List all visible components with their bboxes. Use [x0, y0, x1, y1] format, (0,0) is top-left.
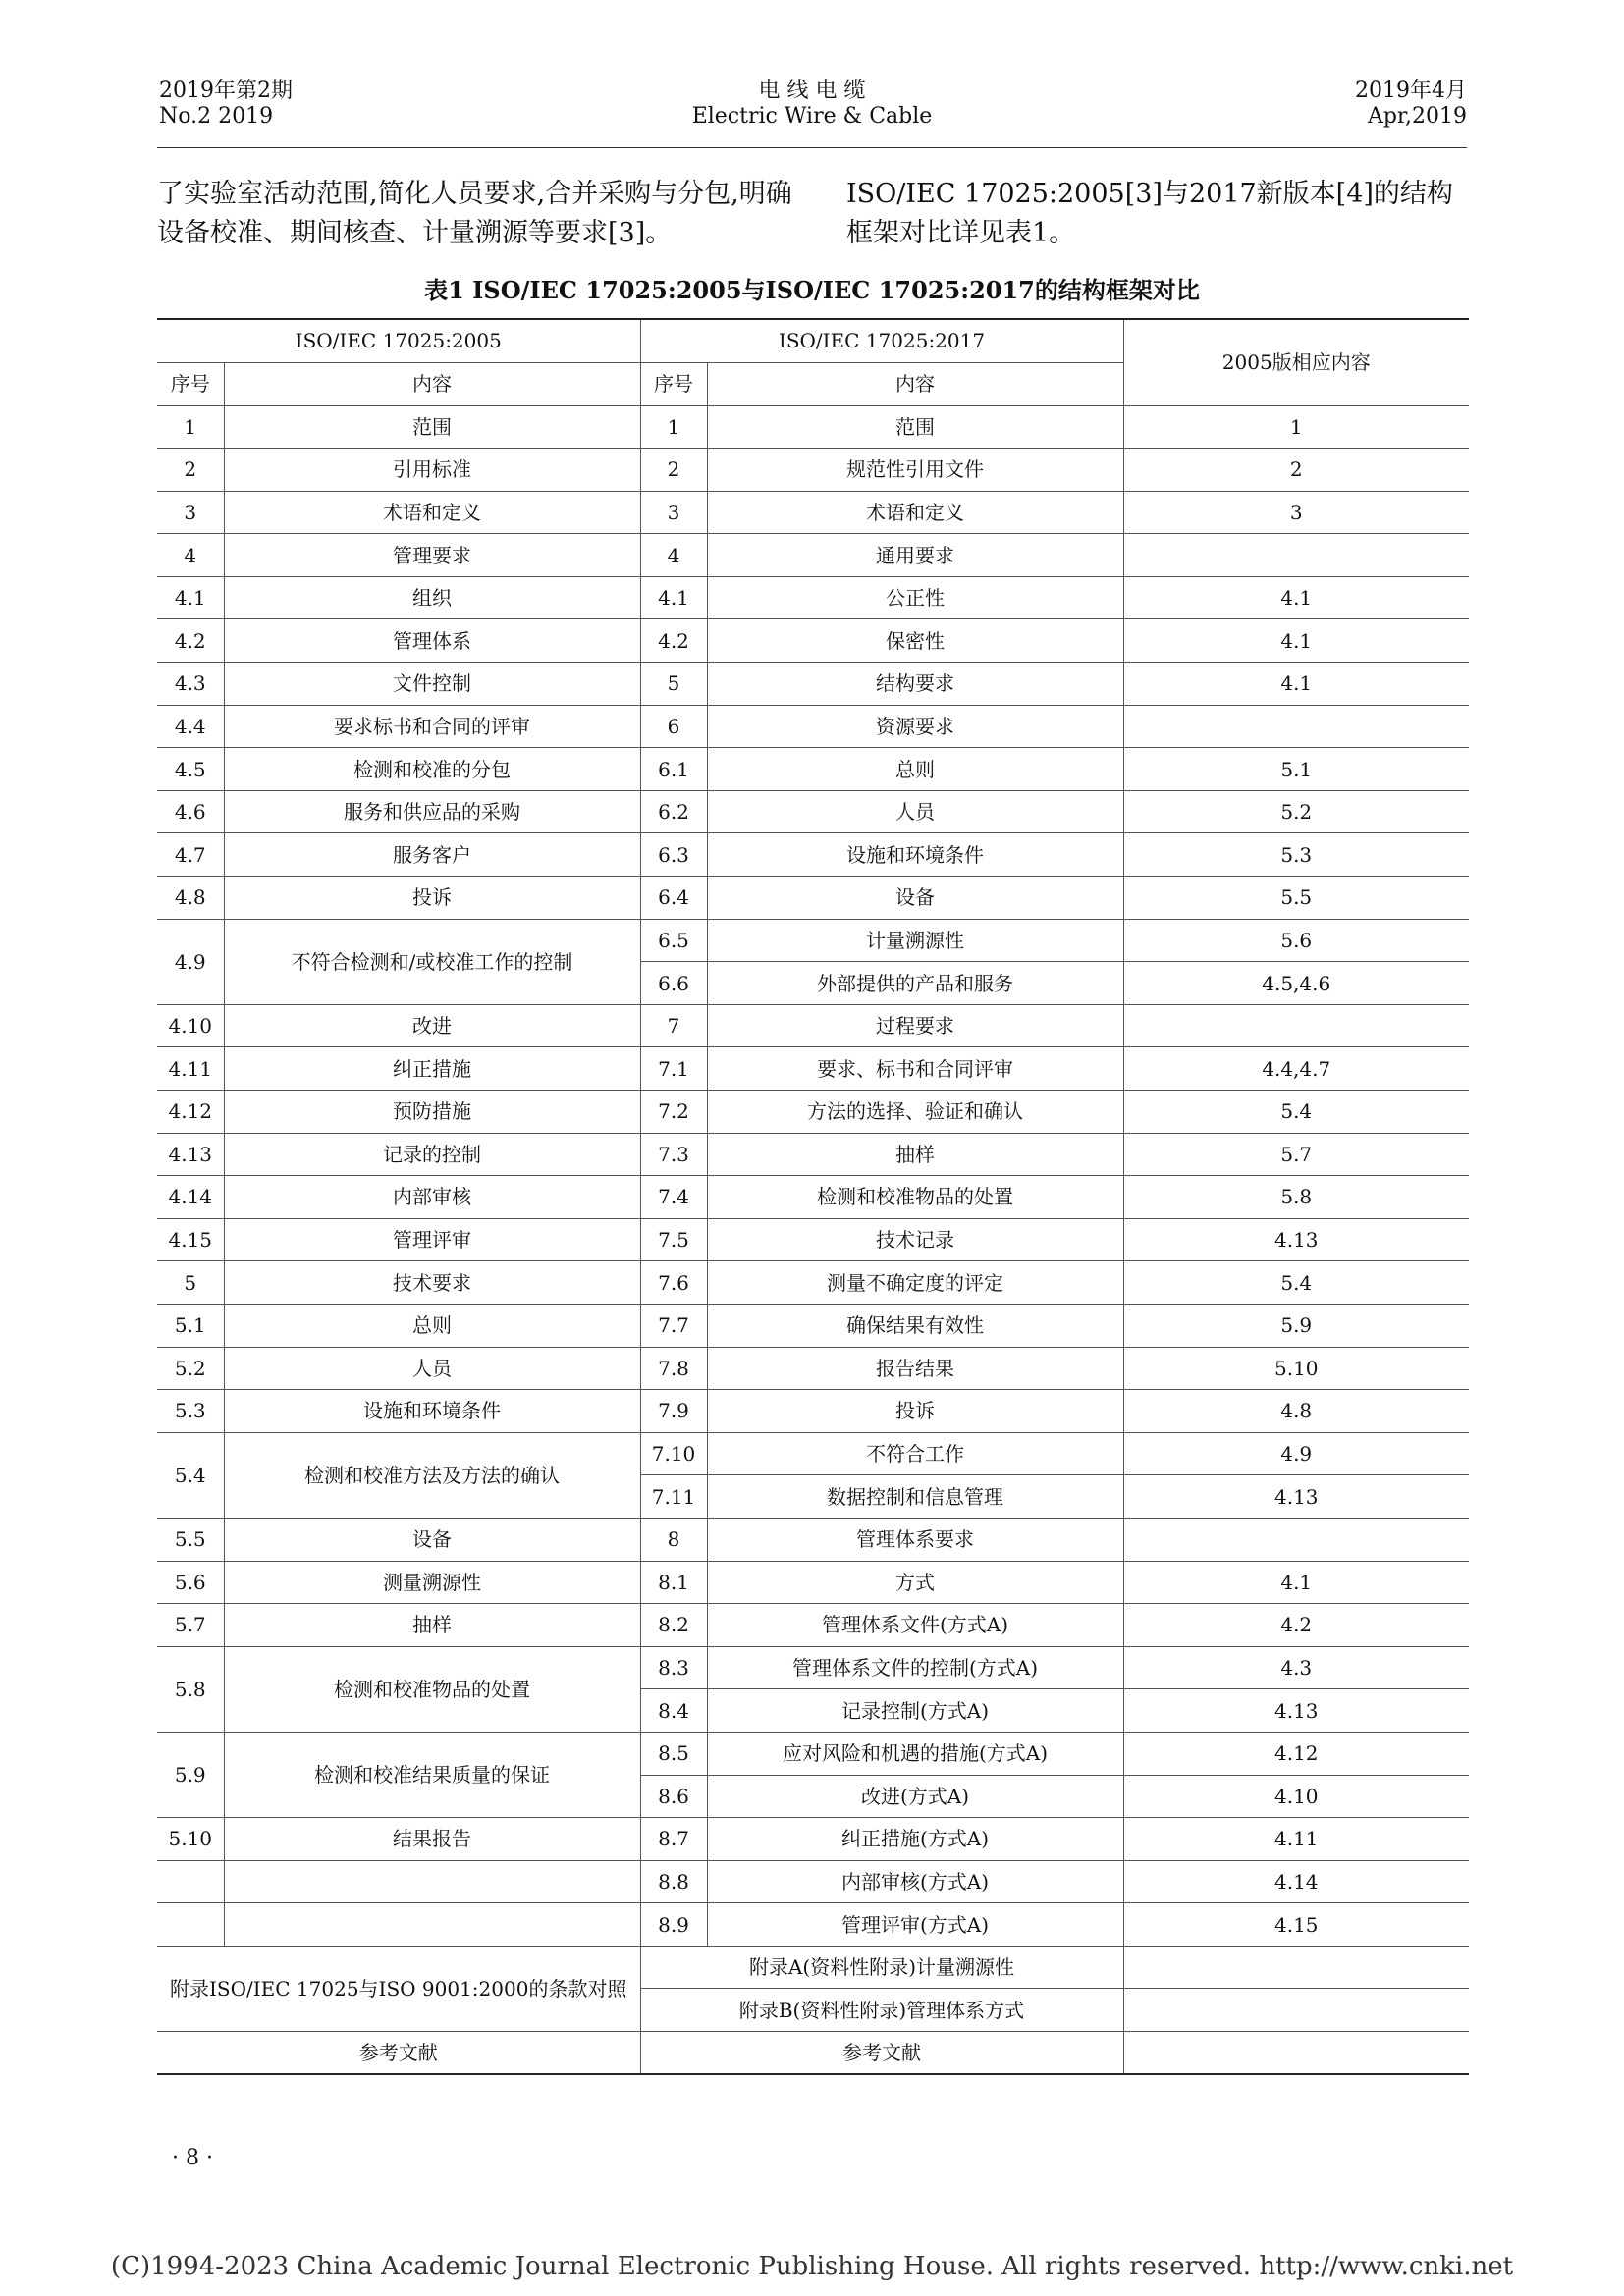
no-2005-cell: 4.11 [157, 1047, 224, 1091]
no-2017-cell: 4 [640, 534, 707, 577]
no-2017-cell: 8.1 [640, 1561, 707, 1604]
table-row [157, 576, 1469, 619]
content-2005-cell: 管理评审 [224, 1218, 640, 1261]
no-2005-cell: 4.2 [157, 619, 224, 663]
no-2005-cell: 5.7 [157, 1604, 224, 1647]
table-row [157, 1004, 1469, 1047]
no-2005-cell [157, 1903, 224, 1947]
corresponding-cell: 5.6 [1123, 919, 1469, 962]
content-2017-cell: 要求、标书和合同评审 [707, 1047, 1123, 1091]
content-2005-cell: 检测和校准物品的处置 [224, 1646, 640, 1732]
content-2017-cell: 投诉 [707, 1390, 1123, 1433]
no-2017-cell: 2 [640, 449, 707, 492]
content-2005-cell: 测量溯源性 [224, 1561, 640, 1604]
col-corresponding: 2005版相应内容 [1123, 319, 1469, 405]
corresponding-cell: 4.11 [1123, 1818, 1469, 1861]
corresponding-cell: 2 [1123, 449, 1469, 492]
no-2005-cell: 4.6 [157, 790, 224, 833]
content-2005-cell: 服务客户 [224, 833, 640, 877]
no-2017-cell: 4.1 [640, 576, 707, 619]
content-2017-cell: 应对风险和机遇的措施(方式A) [707, 1732, 1123, 1775]
content-2017-cell: 过程要求 [707, 1004, 1123, 1047]
content-2005-cell: 引用标准 [224, 449, 640, 492]
no-2017-cell: 8.9 [640, 1903, 707, 1947]
content-2005-cell: 管理要求 [224, 534, 640, 577]
content-2005-cell: 范围 [224, 405, 640, 449]
no-2005-cell: 4.1 [157, 576, 224, 619]
table-row [157, 1432, 1469, 1475]
table-row [157, 1176, 1469, 1219]
appendix-row [157, 1946, 1469, 1989]
content-2005-cell: 设备 [224, 1518, 640, 1561]
content-2005-cell: 检测和校准方法及方法的确认 [224, 1432, 640, 1518]
content-2005-cell: 总则 [224, 1304, 640, 1347]
no-2017-cell: 7.6 [640, 1261, 707, 1305]
no-2005-cell: 5.2 [157, 1347, 224, 1390]
table-row [157, 1091, 1469, 1134]
corresponding-cell: 5.9 [1123, 1304, 1469, 1347]
no-2005-cell: 4 [157, 534, 224, 577]
table-row [157, 1561, 1469, 1604]
no-2017-cell: 7.1 [640, 1047, 707, 1091]
content-2017-cell: 管理体系文件的控制(方式A) [707, 1646, 1123, 1689]
header-divider [157, 147, 1467, 148]
content-2017-cell: 内部审核(方式A) [707, 1860, 1123, 1903]
no-2017-cell: 8.8 [640, 1860, 707, 1903]
content-2017-cell: 外部提供的产品和服务 [707, 962, 1123, 1005]
no-2017-cell: 7.9 [640, 1390, 707, 1433]
no-2017-cell: 7.5 [640, 1218, 707, 1261]
empty-cell [1123, 1946, 1469, 1989]
issue-cn: 2019年第2期 [159, 79, 293, 103]
no-2017-cell: 7.7 [640, 1304, 707, 1347]
table-row [157, 1518, 1469, 1561]
content-2017-cell: 报告结果 [707, 1347, 1123, 1390]
no-2005-cell: 4.12 [157, 1091, 224, 1134]
table-row [157, 1903, 1469, 1947]
content-2017-cell: 记录控制(方式A) [707, 1689, 1123, 1733]
no-2017-cell: 7.8 [640, 1347, 707, 1390]
table-group-header [157, 319, 1469, 362]
content-2017-cell: 抽样 [707, 1133, 1123, 1176]
group-2017: ISO/IEC 17025:2017 [640, 319, 1123, 362]
corresponding-cell: 4.5,4.6 [1123, 962, 1469, 1005]
table-row [157, 1047, 1469, 1091]
journal-title-en: Electric Wire & Cable [691, 104, 933, 129]
no-2017-cell: 6.4 [640, 877, 707, 920]
table-caption: 表1 ISO/IEC 17025:2005与ISO/IEC 17025:2017的结构框架对比 [424, 276, 1200, 304]
table-row [157, 619, 1469, 663]
no-2017-cell: 8.5 [640, 1732, 707, 1775]
content-2005-cell: 术语和定义 [224, 491, 640, 534]
content-2017-cell: 测量不确定度的评定 [707, 1261, 1123, 1305]
no-2005-cell: 4.10 [157, 1004, 224, 1047]
content-2005-cell: 技术要求 [224, 1261, 640, 1305]
empty-cell [1123, 1989, 1469, 2032]
appendix-b-cell: 附录B(资料性附录)管理体系方式 [640, 1989, 1123, 2032]
content-2005-cell: 检测和校准的分包 [224, 748, 640, 791]
no-2017-cell: 7.3 [640, 1133, 707, 1176]
table-row [157, 833, 1469, 877]
no-2005-cell: 5.9 [157, 1732, 224, 1817]
content-2017-cell: 改进(方式A) [707, 1775, 1123, 1818]
corresponding-cell: 4.1 [1123, 663, 1469, 706]
corresponding-cell: 5.8 [1123, 1176, 1469, 1219]
no-2005-cell: 5 [157, 1261, 224, 1305]
page-number: · 8 · [172, 2146, 213, 2170]
references-2005-cell: 参考文献 [157, 2032, 640, 2075]
content-2005-cell: 组织 [224, 576, 640, 619]
content-2005-cell: 人员 [224, 1347, 640, 1390]
no-2005-cell: 3 [157, 491, 224, 534]
corresponding-cell: 4.8 [1123, 1390, 1469, 1433]
no-2005-cell: 4.8 [157, 877, 224, 920]
no-2017-cell: 1 [640, 405, 707, 449]
content-2017-cell: 保密性 [707, 619, 1123, 663]
no-2005-cell: 4.13 [157, 1133, 224, 1176]
content-2017-cell: 纠正措施(方式A) [707, 1818, 1123, 1861]
table-row [157, 748, 1469, 791]
no-2005-cell [157, 1860, 224, 1903]
corresponding-cell [1123, 705, 1469, 748]
corresponding-cell: 1 [1123, 405, 1469, 449]
no-2005-cell: 4.4 [157, 705, 224, 748]
table-row [157, 919, 1469, 962]
no-2017-cell: 8.6 [640, 1775, 707, 1818]
body-text-right: ISO/IEC 17025:2005[3]与2017新版本[4]的结构框架对比详见表1。 [846, 179, 1453, 248]
col-content-2005: 内容 [224, 362, 640, 405]
corresponding-cell: 5.7 [1123, 1133, 1469, 1176]
table-row [157, 1261, 1469, 1305]
no-2005-cell: 5.10 [157, 1818, 224, 1861]
corresponding-cell: 4.1 [1123, 1561, 1469, 1604]
content-2017-cell: 技术记录 [707, 1218, 1123, 1261]
table-row [157, 449, 1469, 492]
table-row [157, 405, 1469, 449]
content-2005-cell: 结果报告 [224, 1818, 640, 1861]
table-row [157, 1133, 1469, 1176]
content-2005-cell: 文件控制 [224, 663, 640, 706]
corresponding-cell: 5.1 [1123, 748, 1469, 791]
no-2005-cell: 5.4 [157, 1432, 224, 1518]
content-2005-cell [224, 1903, 640, 1947]
content-2017-cell: 通用要求 [707, 534, 1123, 577]
corresponding-cell [1123, 1518, 1469, 1561]
content-2005-cell: 抽样 [224, 1604, 640, 1647]
empty-cell [1123, 2032, 1469, 2075]
no-2017-cell: 8.2 [640, 1604, 707, 1647]
table-row [157, 1860, 1469, 1903]
content-2017-cell: 数据控制和信息管理 [707, 1475, 1123, 1519]
content-2005-cell: 不符合检测和/或校准工作的控制 [224, 919, 640, 1004]
content-2017-cell: 方法的选择、验证和确认 [707, 1091, 1123, 1134]
content-2005-cell: 改进 [224, 1004, 640, 1047]
date-cn: 2019年4月 [1355, 79, 1467, 103]
corresponding-cell: 4.2 [1123, 1604, 1469, 1647]
date-en: Apr,2019 [1367, 104, 1467, 129]
no-2005-cell: 5.8 [157, 1646, 224, 1732]
group-2005: ISO/IEC 17025:2005 [157, 319, 640, 362]
content-2017-cell: 公正性 [707, 576, 1123, 619]
table-row [157, 1818, 1469, 1861]
content-2017-cell: 设施和环境条件 [707, 833, 1123, 877]
table-row [157, 1218, 1469, 1261]
issue-en: No.2 2019 [159, 104, 274, 129]
content-2017-cell: 总则 [707, 748, 1123, 791]
table-row [157, 534, 1469, 577]
corresponding-cell: 4.13 [1123, 1218, 1469, 1261]
no-2005-cell: 5.5 [157, 1518, 224, 1561]
corresponding-cell: 5.4 [1123, 1261, 1469, 1305]
no-2017-cell: 6 [640, 705, 707, 748]
no-2017-cell: 8 [640, 1518, 707, 1561]
content-2017-cell: 结构要求 [707, 663, 1123, 706]
corresponding-cell: 4.1 [1123, 619, 1469, 663]
no-2017-cell: 7.2 [640, 1091, 707, 1134]
no-2017-cell: 8.3 [640, 1646, 707, 1689]
no-2017-cell: 6.5 [640, 919, 707, 962]
table-row [157, 877, 1469, 920]
content-2005-cell: 检测和校准结果质量的保证 [224, 1732, 640, 1817]
col-no-2005: 序号 [157, 362, 224, 405]
no-2005-cell: 4.7 [157, 833, 224, 877]
corresponding-cell: 4.13 [1123, 1689, 1469, 1733]
corresponding-cell: 4.14 [1123, 1860, 1469, 1903]
journal-date [1355, 79, 1467, 130]
comparison-table [157, 318, 1469, 2075]
no-2005-cell: 5.1 [157, 1304, 224, 1347]
content-2017-cell: 管理体系文件(方式A) [707, 1604, 1123, 1647]
corresponding-cell: 4.4,4.7 [1123, 1047, 1469, 1091]
no-2017-cell: 8.7 [640, 1818, 707, 1861]
no-2017-cell: 7 [640, 1004, 707, 1047]
no-2017-cell: 6.1 [640, 748, 707, 791]
table-row [157, 1604, 1469, 1647]
content-2017-cell: 设备 [707, 877, 1123, 920]
body-text-left: 了实验室活动范围,简化人员要求,合并采购与分包,明确设备校准、期间核查、计量溯源等要求[3]。 [157, 179, 792, 248]
content-2017-cell: 确保结果有效性 [707, 1304, 1123, 1347]
content-2017-cell: 管理评审(方式A) [707, 1903, 1123, 1947]
table-row [157, 1732, 1469, 1775]
no-2005-cell: 4.3 [157, 663, 224, 706]
no-2005-cell: 5.6 [157, 1561, 224, 1604]
corresponding-cell: 4.10 [1123, 1775, 1469, 1818]
content-2005-cell: 要求标书和合同的评审 [224, 705, 640, 748]
corresponding-cell: 3 [1123, 491, 1469, 534]
content-2017-cell: 检测和校准物品的处置 [707, 1176, 1123, 1219]
no-2005-cell: 4.15 [157, 1218, 224, 1261]
content-2017-cell: 资源要求 [707, 705, 1123, 748]
no-2005-cell: 1 [157, 405, 224, 449]
no-2017-cell: 3 [640, 491, 707, 534]
no-2017-cell: 6.2 [640, 790, 707, 833]
table-row [157, 1347, 1469, 1390]
content-2017-cell: 计量溯源性 [707, 919, 1123, 962]
corresponding-cell: 4.1 [1123, 576, 1469, 619]
corresponding-cell: 5.5 [1123, 877, 1469, 920]
no-2017-cell: 7.11 [640, 1475, 707, 1519]
table-row [157, 1646, 1469, 1689]
content-2017-cell: 人员 [707, 790, 1123, 833]
journal-title-cn: 电 线 电 缆 [758, 79, 866, 103]
content-2017-cell: 术语和定义 [707, 491, 1123, 534]
no-2005-cell: 4.5 [157, 748, 224, 791]
content-2005-cell: 预防措施 [224, 1091, 640, 1134]
corresponding-cell [1123, 534, 1469, 577]
corresponding-cell: 4.3 [1123, 1646, 1469, 1689]
references-2017-cell: 参考文献 [640, 2032, 1123, 2075]
no-2017-cell: 6.6 [640, 962, 707, 1005]
content-2017-cell: 不符合工作 [707, 1432, 1123, 1475]
no-2017-cell: 8.4 [640, 1689, 707, 1733]
content-2017-cell: 范围 [707, 405, 1123, 449]
corresponding-cell: 5.10 [1123, 1347, 1469, 1390]
corresponding-cell: 4.9 [1123, 1432, 1469, 1475]
corresponding-cell [1123, 1004, 1469, 1047]
no-2017-cell: 6.3 [640, 833, 707, 877]
corresponding-cell: 4.15 [1123, 1903, 1469, 1947]
appendix-a-cell: 附录A(资料性附录)计量溯源性 [640, 1946, 1123, 1989]
col-no-2017: 序号 [640, 362, 707, 405]
content-2005-cell: 设施和环境条件 [224, 1390, 640, 1433]
no-2017-cell: 7.10 [640, 1432, 707, 1475]
corresponding-cell: 5.2 [1123, 790, 1469, 833]
table-row [157, 790, 1469, 833]
content-2005-cell: 管理体系 [224, 619, 640, 663]
no-2005-cell: 5.3 [157, 1390, 224, 1433]
col-content-2017: 内容 [707, 362, 1123, 405]
content-2017-cell: 方式 [707, 1561, 1123, 1604]
content-2005-cell [224, 1860, 640, 1903]
content-2005-cell: 服务和供应品的采购 [224, 790, 640, 833]
no-2017-cell: 5 [640, 663, 707, 706]
no-2005-cell: 2 [157, 449, 224, 492]
content-2005-cell: 记录的控制 [224, 1133, 640, 1176]
no-2005-cell: 4.14 [157, 1176, 224, 1219]
no-2017-cell: 4.2 [640, 619, 707, 663]
table-row [157, 705, 1469, 748]
content-2005-cell: 投诉 [224, 877, 640, 920]
content-2005-cell: 内部审核 [224, 1176, 640, 1219]
table-row [157, 1304, 1469, 1347]
table-row [157, 663, 1469, 706]
no-2017-cell: 7.4 [640, 1176, 707, 1219]
content-2017-cell: 规范性引用文件 [707, 449, 1123, 492]
corresponding-cell: 4.13 [1123, 1475, 1469, 1519]
copyright-notice: (C)1994-2023 China Academic Journal Electronic Publishing House. All rights reserved. http://www.cnki.net [110, 2252, 1514, 2281]
corresponding-cell: 5.3 [1123, 833, 1469, 877]
corresponding-cell: 4.12 [1123, 1732, 1469, 1775]
table-row [157, 491, 1469, 534]
content-2017-cell: 管理体系要求 [707, 1518, 1123, 1561]
table-row [157, 1390, 1469, 1433]
content-2005-cell: 纠正措施 [224, 1047, 640, 1091]
no-2005-cell: 4.9 [157, 919, 224, 1004]
corresponding-cell: 5.4 [1123, 1091, 1469, 1134]
appendix-2005-cell: 附录ISO/IEC 17025与ISO 9001:2000的条款对照 [157, 1946, 640, 2031]
references-row [157, 2032, 1469, 2075]
